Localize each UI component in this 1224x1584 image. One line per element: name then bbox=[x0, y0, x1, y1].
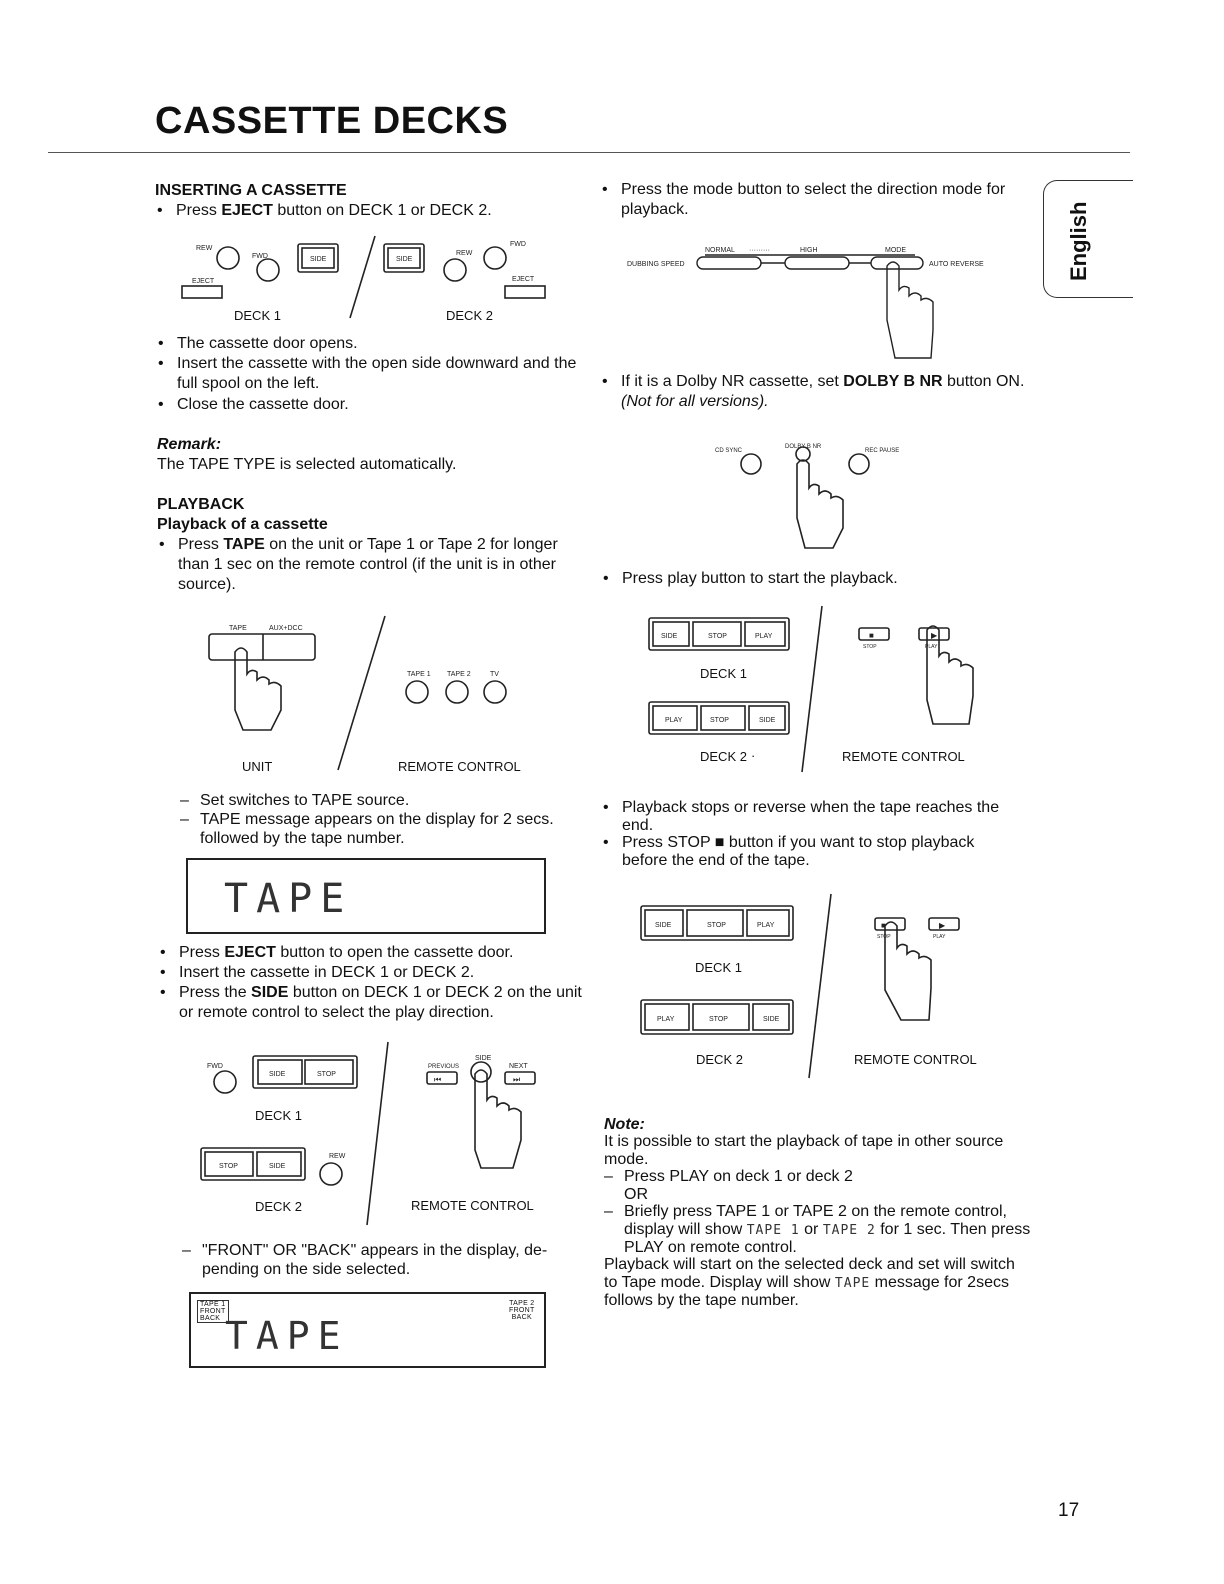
eject-label-1: EJECT bbox=[192, 278, 215, 285]
press-side-step-cont: or remote control to select the play direction. bbox=[179, 1004, 494, 1021]
dolby-label: DOLBY B NR bbox=[785, 444, 822, 450]
note-dash-1: – Press PLAY on deck 1 or deck 2 bbox=[624, 1168, 853, 1186]
remote-label-1: REMOTE CONTROL bbox=[398, 759, 521, 774]
tape1-key-label: TAPE 1 bbox=[407, 671, 431, 678]
mode-step: • Press the mode button to select the direction mode for bbox=[621, 180, 1005, 200]
previous-label: PREVIOUS bbox=[428, 1064, 460, 1070]
play-fig-deck2: DECK 2 bbox=[700, 749, 747, 764]
play-fig-play-2: PLAY bbox=[665, 717, 683, 724]
lcd-display-2 bbox=[189, 1292, 546, 1368]
stop-icon-1: ■ bbox=[869, 631, 874, 640]
stop-fig-stop-2: STOP bbox=[709, 1016, 728, 1023]
press-tape-step-l2: than 1 sec on the remote control (if the unit is in other bbox=[178, 556, 556, 573]
next-icon: ⏭ bbox=[513, 1075, 521, 1084]
inserting-heading: INSERTING A CASSETTE bbox=[155, 182, 347, 199]
stop-label-3: STOP bbox=[317, 1071, 336, 1078]
stop-button-step: • Press STOP ■ button if you want to stop playback bbox=[622, 834, 974, 852]
play-icon-2: ▶ bbox=[939, 921, 946, 930]
dots-label: ········· bbox=[749, 247, 770, 254]
playback-heading: PLAYBACK bbox=[157, 496, 245, 513]
language-tab-label: English bbox=[1066, 201, 1091, 281]
dash-front-back-cont: pending on the side selected. bbox=[202, 1261, 411, 1278]
page-number: 17 bbox=[1058, 1500, 1080, 1521]
deck2-label-3: DECK 2 bbox=[255, 1199, 302, 1214]
dubbing-speed-label: DUBBING SPEED bbox=[627, 261, 685, 268]
press-side-step: • Press the SIDE button on DECK 1 or DECK 2 on the unit bbox=[179, 983, 582, 1003]
side-label-remote: SIDE bbox=[475, 1055, 492, 1062]
title-rule bbox=[48, 152, 1130, 153]
note-line-2: mode. bbox=[604, 1151, 649, 1168]
dash-tape-message: – TAPE message appears on the display for 2 secs. bbox=[200, 810, 554, 829]
bullet-insert-cassette-cont: full spool on the left. bbox=[177, 375, 320, 392]
remark-text: The TAPE TYPE is selected automatically. bbox=[157, 456, 457, 473]
note-para-2: to Tape mode. Display will show TAPE message for 2secs bbox=[604, 1274, 1009, 1291]
aux-key-label: AUX+DCC bbox=[269, 625, 303, 632]
stop-fig-side-1: SIDE bbox=[655, 922, 672, 929]
deck1-label-3: DECK 1 bbox=[255, 1108, 302, 1123]
stop-label-4: STOP bbox=[219, 1163, 238, 1170]
normal-label: NORMAL bbox=[705, 247, 735, 254]
fwd-label-2: FWD bbox=[510, 241, 526, 248]
rew-label-2: REW bbox=[456, 250, 473, 257]
stop-fig-remote: REMOTE CONTROL bbox=[854, 1052, 977, 1067]
dash-set-switches: – Set switches to TAPE source. bbox=[200, 791, 409, 810]
note-dash-2-cont2: PLAY on remote control. bbox=[624, 1239, 797, 1256]
press-eject-step: • Press EJECT button to open the cassette door. bbox=[179, 943, 513, 963]
play-fig-deck1: DECK 1 bbox=[700, 666, 747, 681]
cd-sync-label: CD SYNC bbox=[715, 448, 743, 454]
side-label-3: SIDE bbox=[269, 1071, 286, 1078]
press-tape-step-l3: source). bbox=[178, 576, 236, 593]
stop-fig-stop-remote: STOP bbox=[877, 934, 891, 940]
play-step: • Press play button to start the playback. bbox=[622, 569, 898, 589]
play-fig-play-1: PLAY bbox=[755, 633, 773, 640]
stop-button-figure bbox=[637, 890, 997, 1080]
stops-step: • Playback stops or reverse when the tape reaches the bbox=[622, 799, 999, 817]
side-label-2: SIDE bbox=[396, 256, 413, 263]
note-dash-2-cont: display will show TAPE 1 or TAPE 2 for 1 sec. Then press bbox=[624, 1221, 1031, 1238]
tape-key-label: TAPE bbox=[229, 625, 247, 632]
remark-heading: Remark: bbox=[157, 436, 222, 453]
stop-fig-deck1: DECK 1 bbox=[695, 960, 742, 975]
lcd-tape1-indicator: TAPE 1 FRONT BACK bbox=[197, 1300, 229, 1323]
lcd-text-1: TAPE bbox=[224, 876, 353, 922]
play-fig-side-2: SIDE bbox=[759, 717, 776, 724]
previous-icon: ⏮ bbox=[434, 1075, 442, 1084]
mode-label: MODE bbox=[885, 247, 906, 254]
rew-label-3: REW bbox=[329, 1153, 346, 1160]
bullet-door-opens: • The cassette door opens. bbox=[177, 334, 358, 354]
stop-fig-play-1: PLAY bbox=[757, 922, 775, 929]
side-label-1: SIDE bbox=[310, 256, 327, 263]
stop-fig-stop-1: STOP bbox=[707, 922, 726, 929]
note-or: OR bbox=[624, 1186, 648, 1203]
bullet-insert-cassette: • Insert the cassette with the open side downward and the bbox=[177, 354, 576, 374]
note-dash-2: – Briefly press TAPE 1 or TAPE 2 on the remote control, bbox=[624, 1203, 1007, 1221]
dolby-button-figure bbox=[705, 438, 925, 553]
page-title: CASSETTE DECKS bbox=[155, 100, 509, 142]
note-para-1: Playback will start on the selected deck and set will switch bbox=[604, 1256, 1015, 1273]
note-line-1: It is possible to start the playback of tape in other source bbox=[604, 1133, 1004, 1150]
stop-fig-deck2: DECK 2 bbox=[696, 1052, 743, 1067]
tv-key-label: TV bbox=[490, 671, 499, 678]
bullet-close-door: • Close the cassette door. bbox=[177, 395, 349, 415]
press-tape-step: • Press TAPE on the unit or Tape 1 or Tape 2 for longer bbox=[178, 535, 558, 555]
play-icon-1: ▶ bbox=[931, 631, 938, 640]
stop-fig-play-2: PLAY bbox=[657, 1016, 675, 1023]
deck-eject-figure bbox=[170, 230, 560, 330]
note-para-3: follows by the tape number. bbox=[604, 1292, 799, 1309]
dolby-step: • If it is a Dolby NR cassette, set DOLBY B NR button ON. bbox=[621, 372, 1024, 392]
insert-step: • Press EJECT button on DECK 1 or DECK 2. bbox=[176, 201, 492, 221]
language-tab bbox=[1043, 180, 1133, 298]
rec-pause-label: REC PAUSE bbox=[865, 448, 900, 454]
stop-fig-side-2: SIDE bbox=[763, 1016, 780, 1023]
next-label: NEXT bbox=[509, 1063, 528, 1070]
rew-label-1: REW bbox=[196, 245, 213, 252]
play-fig-side-1: SIDE bbox=[661, 633, 678, 640]
eject-label-2: EJECT bbox=[512, 276, 535, 283]
deck1-label: DECK 1 bbox=[234, 308, 281, 323]
lcd-tape2-indicator: TAPE 2 FRONT BACK bbox=[509, 1300, 535, 1321]
lcd-display-1 bbox=[186, 858, 546, 934]
deck2-label: DECK 2 bbox=[446, 308, 493, 323]
stop-button-step-cont: before the end of the tape. bbox=[622, 852, 810, 869]
side-label-4: SIDE bbox=[269, 1163, 286, 1170]
play-fig-stop-remote: STOP bbox=[863, 644, 877, 650]
play-button-figure bbox=[645, 600, 985, 775]
fwd-label-1: FWD bbox=[252, 253, 268, 260]
play-fig-remote: REMOTE CONTROL bbox=[842, 749, 965, 764]
play-fig-stop-2: STOP bbox=[710, 717, 729, 724]
note-heading: Note: bbox=[604, 1116, 645, 1133]
tape2-key-label: TAPE 2 bbox=[447, 671, 471, 678]
remote-label-3: REMOTE CONTROL bbox=[411, 1198, 534, 1213]
stop-fig-play-remote: PLAY bbox=[933, 934, 946, 940]
tape-button-figure bbox=[195, 610, 565, 780]
playback-subheading: Playback of a cassette bbox=[157, 516, 328, 533]
stop-icon-2: ■ bbox=[881, 921, 886, 930]
play-fig-stop-1: STOP bbox=[708, 633, 727, 640]
lcd-text-2: TAPE bbox=[225, 1314, 349, 1358]
dolby-note: (Not for all versions). bbox=[621, 393, 769, 410]
dash-front-back: – "FRONT" OR "BACK" appears in the display, de- bbox=[202, 1241, 547, 1260]
play-fig-deck2-mark: · bbox=[751, 748, 756, 763]
mode-switch-figure bbox=[625, 240, 1005, 365]
insert-deck-step: • Insert the cassette in DECK 1 or DECK 2. bbox=[179, 963, 474, 983]
play-fig-play-remote: PLAY bbox=[925, 644, 938, 650]
stops-step-cont: end. bbox=[622, 817, 654, 834]
dash-tape-message-cont: followed by the tape number. bbox=[200, 830, 405, 847]
mode-step-cont: playback. bbox=[621, 201, 689, 218]
side-button-figure bbox=[195, 1040, 565, 1230]
high-label: HIGH bbox=[800, 247, 818, 254]
fwd-label-3: FWD bbox=[207, 1063, 223, 1070]
unit-label: UNIT bbox=[242, 759, 273, 774]
auto-reverse-label: AUTO REVERSE bbox=[929, 261, 984, 268]
